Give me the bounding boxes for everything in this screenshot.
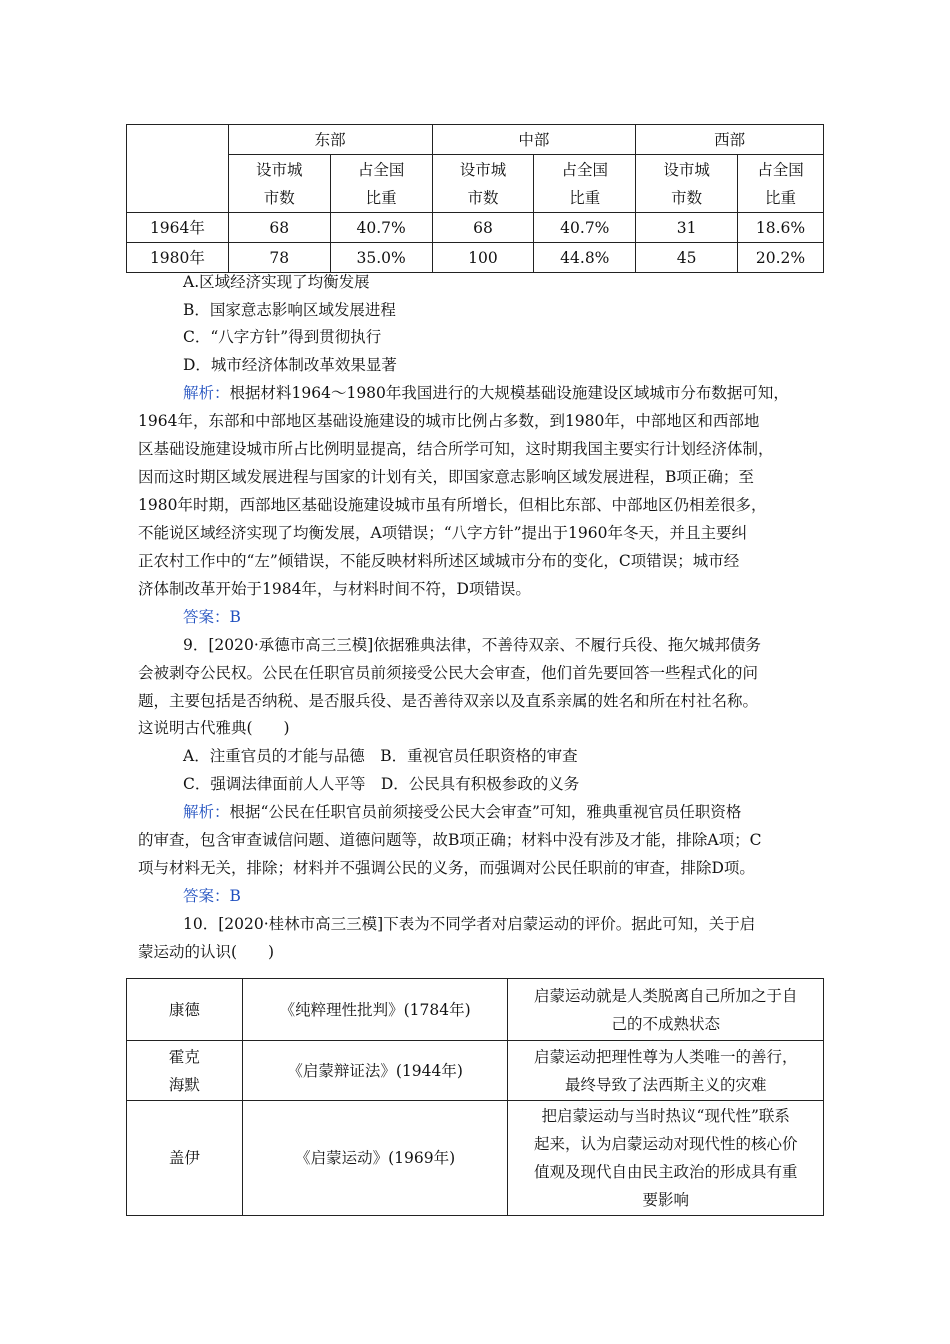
table-cell: 35.0% — [330, 243, 432, 273]
sub-header: 设市城 市数 — [636, 155, 738, 213]
sub-header: 占全国 比重 — [738, 155, 824, 213]
q8-answer: 答案：B — [183, 608, 241, 626]
table-cell: 45 — [636, 243, 738, 273]
year-cell: 1964年 — [127, 213, 229, 243]
analysis-label: 解析： — [183, 803, 230, 821]
region-header: 东部 — [228, 125, 432, 155]
q9-answer: 答案：B — [183, 887, 241, 905]
table-row — [127, 243, 824, 273]
work-cell: 《纯粹理性批判》(1784年) — [242, 979, 508, 1041]
q8-analysis-line: 1980年时期，西部地区基础设施建设城市虽有所增长，但相比东部、中部地区仍相差很多， — [138, 496, 767, 514]
analysis-label: 解析： — [183, 384, 230, 402]
q8-analysis-line: 济体制改革开始于1984年，与材料时间不符，D项错误。 — [138, 580, 531, 598]
q10-stem-line: 10．[2020·桂林市高三三模]下表为不同学者对启蒙运动的评价。据此可知，关于启 — [183, 915, 756, 933]
table-cell: 68 — [432, 213, 534, 243]
sub-header: 占全国 比重 — [330, 155, 432, 213]
scholar-cell: 霍克 海默 — [127, 1041, 243, 1101]
table-row — [127, 1101, 824, 1216]
scholar-cell: 盖伊 — [127, 1101, 243, 1216]
sub-header: 设市城 市数 — [228, 155, 330, 213]
table-cell: 44.8% — [534, 243, 636, 273]
region-header: 中部 — [432, 125, 636, 155]
q9-analysis-line: 的审查，包含审查诚信问题、道德问题等，故B项正确；材料中没有涉及才能，排除A项；C — [138, 831, 762, 849]
table-cell: 40.7% — [534, 213, 636, 243]
enlightenment-evaluation-table — [126, 978, 824, 1216]
q8-analysis-line: 正农村工作中的“左”倾错误，不能反映材料所述区域城市分布的变化，C项错误；城市经 — [138, 552, 740, 570]
corner-cell — [127, 125, 229, 213]
table-cell: 18.6% — [738, 213, 824, 243]
evaluation-cell: 把启蒙运动与当时热议“现代性”联系 起来，认为启蒙运动对现代性的核心价 值观及现代自由民主政治的形成具有重 要影响 — [508, 1101, 824, 1216]
q8-analysis-line: 不能说区域经济实现了均衡发展，A项错误；“八字方针”提出于1960年冬天，并且主要纠 — [138, 524, 747, 542]
table-cell: 20.2% — [738, 243, 824, 273]
table-row — [127, 1041, 824, 1101]
sub-header: 设市城 市数 — [432, 155, 534, 213]
region-header: 西部 — [636, 125, 824, 155]
evaluation-cell: 启蒙运动把理性尊为人类唯一的善行， 最终导致了法西斯主义的灾难 — [508, 1041, 824, 1101]
q9-options-line: C．强调法律面前人人平等 D．公民具有积极参政的义务 — [183, 775, 580, 793]
table-row — [127, 979, 824, 1041]
q9-stem-line: 题，主要包括是否纳税、是否服兵役、是否善待双亲以及直系亲属的姓名和所在村社名称。 — [138, 692, 759, 710]
q8-analysis-line: 解析：根据材料1964～1980年我国进行的大规模基础设施建设区域城市分布数据可知， — [183, 384, 789, 402]
q9-analysis-line: 项与材料无关，排除；材料并不强调公民的义务，而强调对公民任职前的审查，排除D项。 — [138, 859, 755, 877]
year-cell: 1980年 — [127, 243, 229, 273]
table-cell: 40.7% — [330, 213, 432, 243]
q9-stem-line: 这说明古代雅典( ) — [138, 719, 290, 737]
work-cell: 《启蒙辩证法》(1944年) — [242, 1041, 508, 1101]
evaluation-cell: 启蒙运动就是人类脱离自己所加之于自 己的不成熟状态 — [508, 979, 824, 1041]
q9-analysis-line: 解析：根据“公民在任职官员前须接受公民大会审查”可知，雅典重视官员任职资格 — [183, 803, 742, 821]
q9-options-line: A．注重官员的才能与品德 B．重视官员任职资格的审查 — [183, 747, 578, 765]
table-cell: 100 — [432, 243, 534, 273]
table-cell: 78 — [228, 243, 330, 273]
q8-option-d: D．城市经济体制改革效果显著 — [183, 356, 397, 374]
q8-analysis-line: 1964年，东部和中部地区基础设施建设的城市比例占多数，到1980年，中部地区和西部地 — [138, 412, 760, 430]
q8-analysis-line: 因而这时期区域发展进程与国家的计划有关，即国家意志影响区域发展进程，B项正确；至 — [138, 468, 754, 486]
city-distribution-table — [126, 124, 824, 273]
q8-option-b: B．国家意志影响区域发展进程 — [183, 301, 396, 319]
table-row — [127, 213, 824, 243]
table-cell: 68 — [228, 213, 330, 243]
sub-header: 占全国 比重 — [534, 155, 636, 213]
work-cell: 《启蒙运动》(1969年) — [242, 1101, 508, 1216]
q9-stem-line: 会被剥夺公民权。公民在任职官员前须接受公民大会审查，他们首先要回答一些程式化的问 — [138, 664, 759, 682]
q8-option-c: C．“八字方针”得到贯彻执行 — [183, 328, 382, 346]
scholar-cell: 康德 — [127, 979, 243, 1041]
q10-stem-line: 蒙运动的认识( ) — [138, 943, 275, 961]
q8-option-a: A.区域经济实现了均衡发展 — [183, 273, 370, 291]
q9-stem-line: 9．[2020·承德市高三三模]依据雅典法律，不善待双亲、不履行兵役、拖欠城邦债务 — [183, 636, 761, 654]
q8-analysis-line: 区基础设施建设城市所占比例明显提高，结合所学可知，这时期我国主要实行计划经济体制， — [138, 440, 774, 458]
table-cell: 31 — [636, 213, 738, 243]
